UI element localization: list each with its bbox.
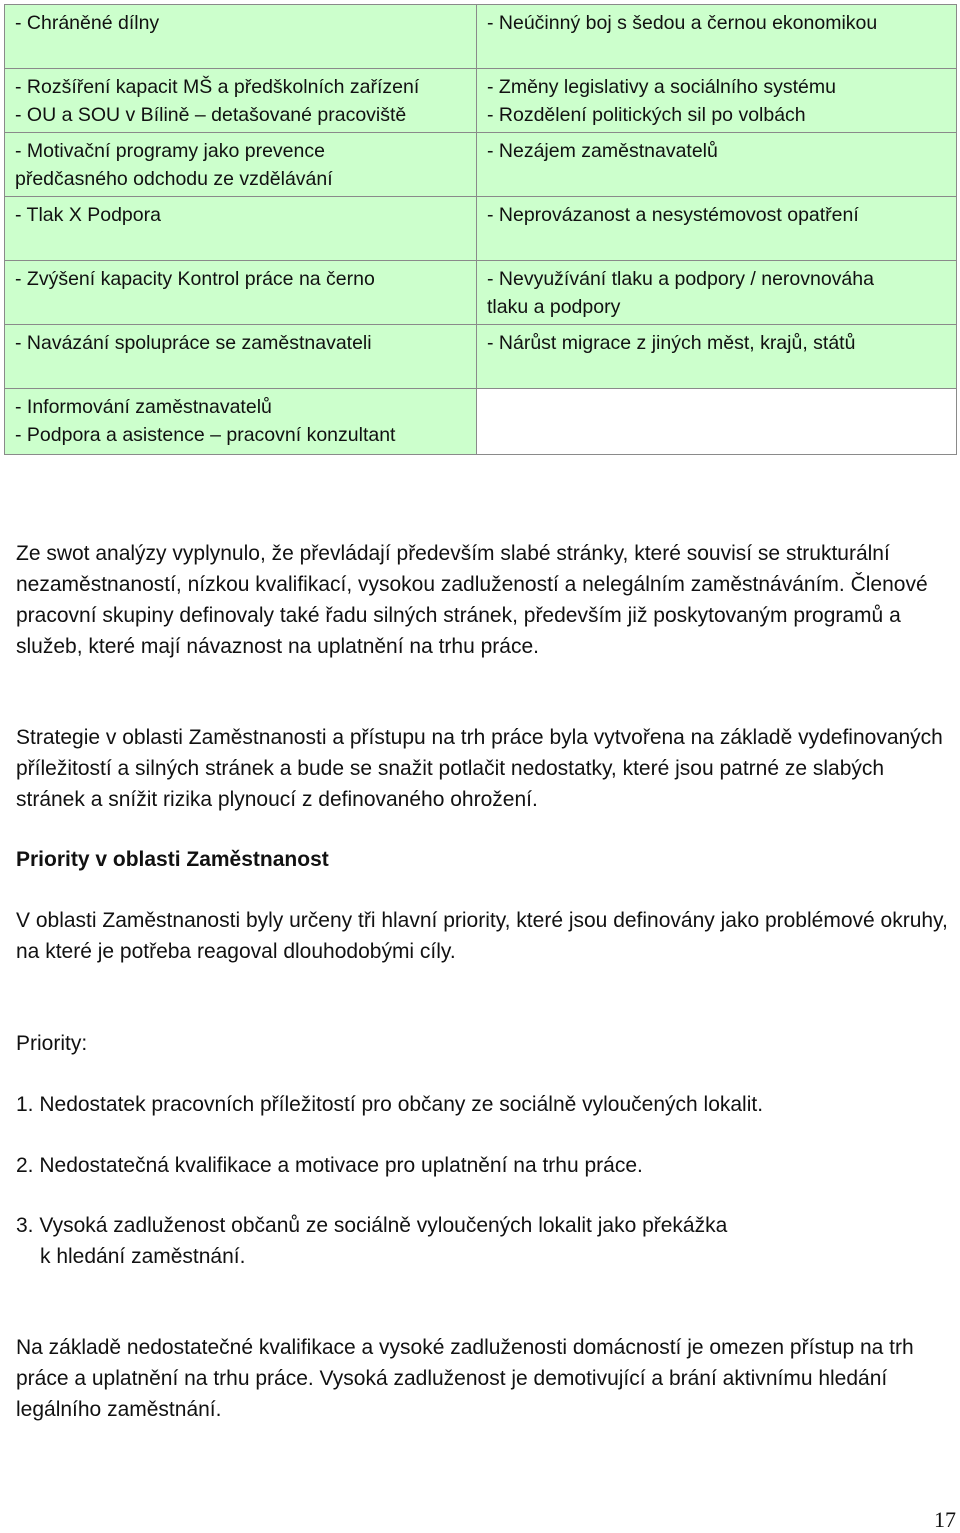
priority-item-1 bbox=[16, 1089, 952, 1120]
swot-table bbox=[4, 4, 957, 455]
cell-text: - Nevyužívání tlaku a podpory / nerovnováha tlaku a podpory bbox=[487, 268, 874, 318]
threat-cell bbox=[477, 197, 957, 261]
cell-text: - Informování zaměstnavatelů bbox=[15, 396, 272, 418]
table-row bbox=[5, 69, 957, 133]
priorities-label bbox=[16, 1028, 952, 1059]
page-number: 17 bbox=[934, 1507, 956, 1532]
paragraph-text: Ze swot analýzy vyplynulo, že převládají především slabé stránky, které souvisí se strukturální nezaměstnaností, nízkou kvalifikací, vysokou zadlužeností a nelegálním zaměstnáváním. Členové pracovní skupiny definovaly také řadu silných stránek, především již poskytovaným programů a služeb, které mají návaznost na uplatnění na trhu práce. bbox=[16, 542, 928, 658]
cell-text: - Tlak X Podpora bbox=[15, 204, 161, 226]
strength-cell bbox=[5, 325, 477, 389]
cell-text: - OU a SOU v Bílině – detašované pracoviště bbox=[15, 104, 407, 126]
cell-text: - Nárůst migrace z jiných měst, krajů, států bbox=[487, 332, 856, 354]
list-item-continuation: k hledání zaměstnání. bbox=[40, 1245, 246, 1268]
list-item: 1. Nedostatek pracovních příležitostí pro občany ze sociálně vyloučených lokalit. bbox=[16, 1093, 764, 1116]
strength-cell bbox=[5, 69, 477, 133]
list-item: 2. Nedostatečná kvalifikace a motivace pro uplatnění na trhu práce. bbox=[16, 1154, 643, 1177]
table-row bbox=[5, 197, 957, 261]
table-row bbox=[5, 389, 957, 455]
section-heading bbox=[16, 844, 952, 875]
summary-paragraph bbox=[16, 538, 952, 662]
priority-item-3 bbox=[16, 1210, 952, 1272]
heading-text: Priority v oblasti Zaměstnanost bbox=[16, 848, 329, 871]
priorities-intro-paragraph bbox=[16, 905, 952, 967]
cell-text: - Neúčinný boj s šedou a černou ekonomikou bbox=[487, 12, 878, 34]
cell-text: - Rozšíření kapacit MŠ a předškolních zařízení bbox=[15, 76, 420, 98]
table-row bbox=[5, 133, 957, 197]
conclusion-paragraph bbox=[16, 1332, 952, 1425]
threat-cell bbox=[477, 325, 957, 389]
strength-cell bbox=[5, 261, 477, 325]
cell-text: - Zvýšení kapacity Kontrol práce na černo bbox=[15, 268, 375, 290]
paragraph-text: V oblasti Zaměstnanosti byly určeny tři hlavní priority, které jsou definovány jako problémové okruhy, na které je potřeba reagoval dlouhodobými cíly. bbox=[16, 909, 948, 963]
threat-cell bbox=[477, 5, 957, 69]
threat-cell bbox=[477, 133, 957, 197]
priority-item-2 bbox=[16, 1150, 952, 1181]
paragraph-text: Na základě nedostatečné kvalifikace a vysoké zadluženosti domácností je omezen přístup na trh práce a uplatnění na trhu práce. Vysoká zadluženost je demotivující a brání aktivnímu hledání legálního zaměstnání. bbox=[16, 1336, 914, 1421]
strength-cell bbox=[5, 197, 477, 261]
table-row bbox=[5, 325, 957, 389]
cell-text: - Motivační programy jako prevence předčasného odchodu ze vzdělávání bbox=[15, 140, 333, 190]
strength-cell bbox=[5, 5, 477, 69]
cell-text: - Chráněné dílny bbox=[15, 12, 160, 34]
cell-text: - Změny legislativy a sociálního systému bbox=[487, 76, 836, 98]
paragraph-text: Strategie v oblasti Zaměstnanosti a přístupu na trh práce byla vytvořena na základě vydefinovaných příležitostí a silných stránek a bude se snažit potlačit nedostatky, které jsou patrné ze slabých stránek a snížit rizika plynoucí z definovaného ohrožení. bbox=[16, 726, 943, 811]
strength-cell bbox=[5, 389, 477, 455]
cell-text: - Nezájem zaměstnavatelů bbox=[487, 140, 718, 162]
cell-text: - Navázání spolupráce se zaměstnavateli bbox=[15, 332, 372, 354]
table-row bbox=[5, 261, 957, 325]
strategy-paragraph bbox=[16, 722, 952, 815]
empty-cell bbox=[477, 389, 957, 455]
cell-text: - Rozdělení politických sil po volbách bbox=[487, 104, 806, 126]
threat-cell bbox=[477, 69, 957, 133]
list-item: 3. Vysoká zadluženost občanů ze sociálně vyloučených lokalit jako překážka bbox=[16, 1214, 728, 1237]
cell-text: - Neprovázanost a nesystémovost opatření bbox=[487, 204, 859, 226]
table-row bbox=[5, 5, 957, 69]
threat-cell bbox=[477, 261, 957, 325]
label-text: Priority: bbox=[16, 1032, 88, 1055]
cell-text: - Podpora a asistence – pracovní konzultant bbox=[15, 424, 396, 446]
strength-cell bbox=[5, 133, 477, 197]
